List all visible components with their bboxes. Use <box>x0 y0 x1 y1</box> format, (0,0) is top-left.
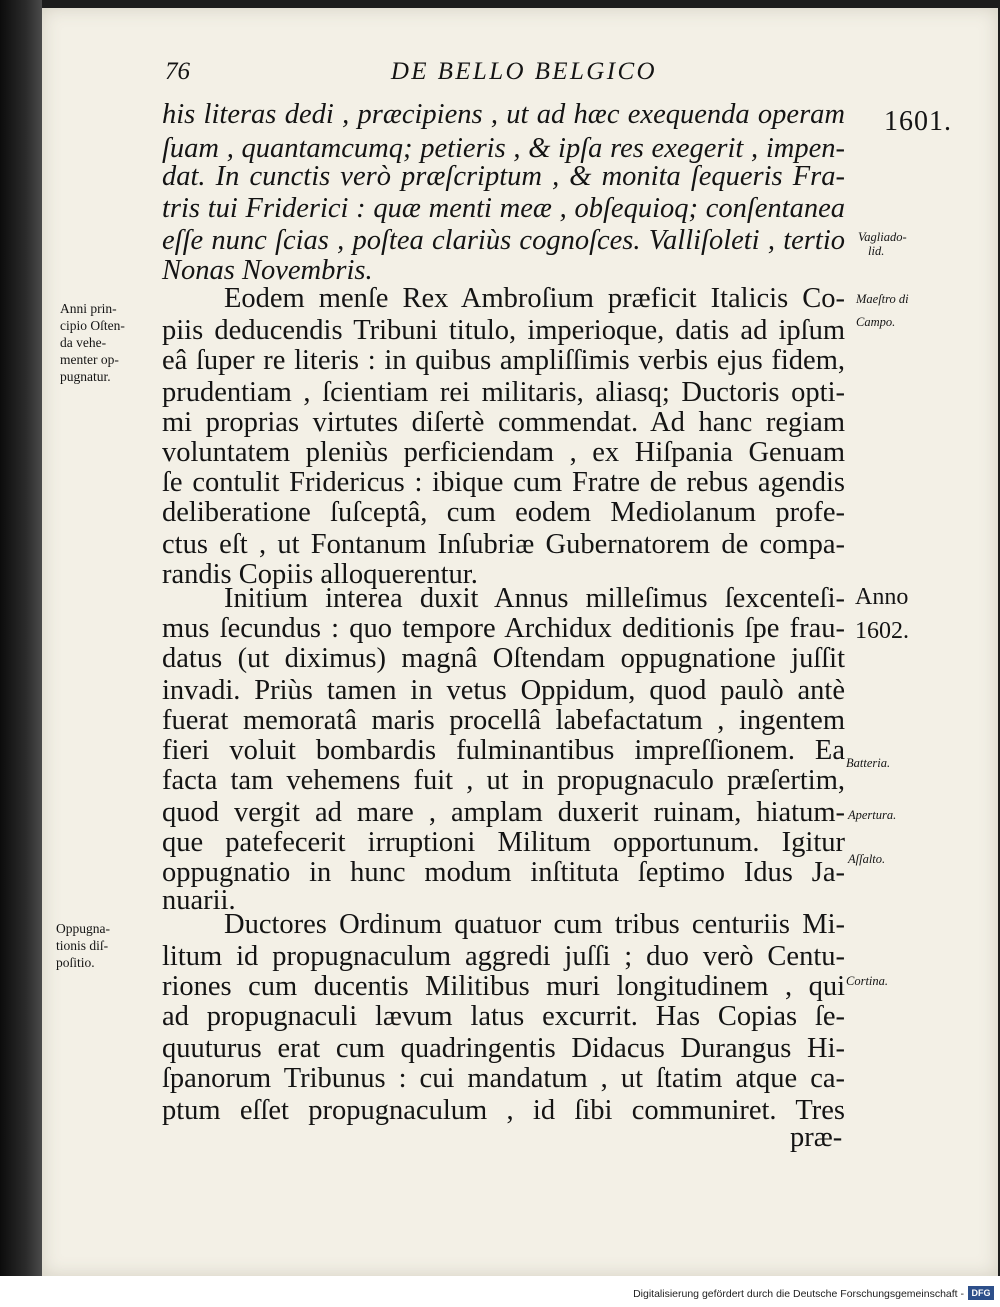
text-line: his literas dedi , præcipiens , ut ad hæc exequenda operam <box>162 99 845 130</box>
margin-note-line: da vehe- <box>60 335 107 350</box>
text-line: ſe contulit Fridericus : ibique cum Fratre de rebus agendis <box>162 467 845 498</box>
text-line: litum id propugnaculum aggredi juſſi ; duo verò Centu- <box>162 941 845 972</box>
text-line: prudentiam , ſcientiam rei militaris, aliasq; Ductoris opti- <box>162 377 845 408</box>
dfg-logo: DFG <box>968 1286 994 1300</box>
margin-note-line: Maeſtro di <box>856 292 909 306</box>
scan-left-edge <box>0 0 42 1307</box>
digitization-footer <box>0 1276 1000 1307</box>
year-marker-anno <box>855 580 909 648</box>
margin-note-line: Vagliado- <box>858 230 907 244</box>
text-line: datus (ut diximus) magnâ Oſtendam oppugnatione juſſit <box>162 643 845 674</box>
margin-note-right <box>858 230 907 258</box>
page-header <box>165 58 657 94</box>
text-line: ctus eſt , ut Fontanum Inſubriæ Gubernatorem de compa- <box>162 529 845 560</box>
text-line: piis deducendis Tribuni titulo, imperioque, datis ad ipſum <box>162 315 845 346</box>
margin-note-left <box>56 920 110 971</box>
text-line: Nonas Novembris. <box>162 255 373 286</box>
text-line: fuerat memoratâ maris procellâ labefactatum , ingentem <box>162 705 845 736</box>
text-line: ptum eſſet propugnaculum , id ſibi communiret. Tres <box>162 1095 845 1126</box>
text-line: Initium interea duxit Annus milleſimus ſexcenteſi- <box>224 583 845 614</box>
margin-note-left <box>60 300 125 385</box>
margin-note-line: menter op- <box>60 352 119 367</box>
text-line: nuarii. <box>162 885 236 916</box>
margin-note-line: Anni prin- <box>60 301 117 316</box>
text-line: dat. In cunctis verò præſcriptum , & monita ſequeris Fra- <box>162 161 845 192</box>
margin-note-line: Oppugna- <box>56 921 110 936</box>
text-line: mi proprias virtutes diſertè commendat. Ad hanc regiam <box>162 407 845 438</box>
text-line: Eodem menſe Rex Ambroſium præficit Italicis Co- <box>224 283 845 314</box>
anno-label: Anno <box>855 584 909 610</box>
margin-note-line: pugnatur. <box>60 369 111 384</box>
text-line: ſpanorum Tribunus : cui mandatum , ut ſtatim atque ca- <box>162 1063 845 1094</box>
margin-note-line: lid. <box>868 244 885 258</box>
text-line: riones cum ducentis Militibus muri longitudinem , qui <box>162 971 845 1002</box>
text-line: que patefecerit irruptioni Militum opportunum. Igitur <box>162 827 845 858</box>
text-line: tris tui Friderici : quæ menti meæ , obſequioq; conſentanea <box>162 193 845 224</box>
text-line: deliberatione ſuſceptâ, cum eodem Mediolanum profe- <box>162 497 845 528</box>
page-number: 76 <box>165 58 190 85</box>
running-head: DE BELLO BELGICO <box>390 58 657 85</box>
text-line: voluntatem pleniùs perficiendam , ex Hiſpania Genuam <box>162 437 845 468</box>
text-line: eſſe nunc ſcias , poſtea clariùs cognoſces. Valliſoleti , tertio <box>162 225 845 256</box>
text-line: invadi. Priùs tamen in vetus Oppidum, quod paulò antè <box>162 675 845 706</box>
margin-note-line: Campo. <box>856 315 896 329</box>
text-line: mus ſecundus : quo tempore Archidux deditionis ſpe frau- <box>162 613 845 644</box>
margin-note-right: Batteria. <box>846 756 891 770</box>
margin-note-line: poſitio. <box>56 955 95 970</box>
text-line: randis Copiis alloquerentur. <box>162 559 478 590</box>
margin-note-line: cipio Oſten- <box>60 318 125 333</box>
margin-note-right <box>856 292 909 329</box>
text-line: ad propugnaculi lævum latus excurrit. Has Copias ſe- <box>162 1001 845 1032</box>
catchword: præ- <box>790 1122 843 1153</box>
text-line: Ductores Ordinum quatuor cum tribus centuriis Mi- <box>224 909 845 940</box>
year-marker: 1601. <box>884 106 952 137</box>
text-line: oppugnatio in hunc modum inſtituta ſeptimo Idus Ja- <box>162 857 845 888</box>
text-line: facta tam vehemens fuit , ut in propugnaculo præſertim, <box>162 765 845 796</box>
margin-note-right: Apertura. <box>848 808 897 822</box>
margin-note-right: Cortina. <box>846 974 889 988</box>
text-line: fieri voluit bombardis fulminantibus impreſſionem. Ea <box>162 735 845 766</box>
text-line: eâ ſuper re literis : in quibus ampliſſimis verbis ejus fidem, <box>162 345 845 376</box>
margin-note-right: Aſſalto. <box>848 852 886 866</box>
margin-note-line: tionis diſ- <box>56 938 109 953</box>
anno-year: 1602. <box>855 618 909 644</box>
text-line: ſuam , quantamcumq; petieris , & ipſa res exegerit , impen- <box>162 133 845 164</box>
text-line: quod vergit ad mare , amplam duxerit ruinam, hiatum- <box>162 797 845 828</box>
text-line: quuturus erat cum quadringentis Didacus Durangus Hi- <box>162 1033 845 1064</box>
footer-credit: Digitalisierung gefördert durch die Deutsche Forschungsgemeinschaft - <box>633 1288 964 1300</box>
